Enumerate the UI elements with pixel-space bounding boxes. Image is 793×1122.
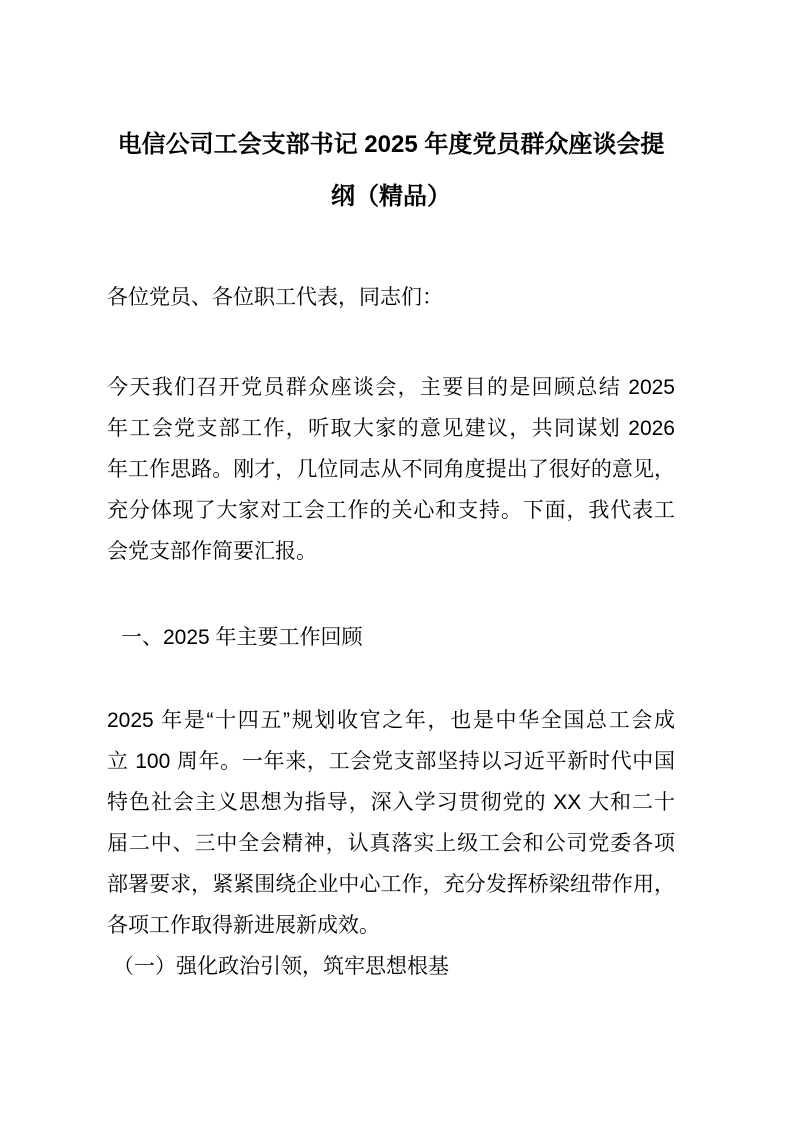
section-1-body-line-2: 立 100 周年。一年来，工会党支部坚持以习近平新时代中国: [107, 750, 675, 773]
section-1-body-line-1: 2025 年是“十四五”规划收官之年，也是中华全国总工会成: [107, 709, 675, 732]
section-1-body-line-5: 部署要求，紧紧围绕企业中心工作，充分发挥桥梁纽带作用，: [107, 873, 675, 896]
intro-line-3: 年工作思路。刚才，几位同志从不同角度提出了很好的意见，: [107, 458, 675, 481]
document-content: [107, 0, 675, 987]
title: [107, 119, 675, 223]
section-1-heading-line-1: 一、2025 年主要工作回顾: [121, 626, 363, 649]
title-line-1: 电信公司工会支部书记 2025 年度党员群众座谈会提: [117, 131, 665, 158]
section-1-body: [107, 700, 675, 946]
section-1-body-line-6: 各项工作取得新进展新成效。: [107, 914, 380, 937]
intro: [107, 367, 675, 572]
section-1-heading: [107, 617, 675, 658]
section-1-1-heading-line-1: （一）强化政治引领，筑牢思想根基: [113, 955, 449, 978]
intro-line-4: 充分体现了大家对工会工作的关心和支持。下面，我代表工: [107, 499, 675, 522]
salutation-line-1: 各位党员、各位职工代表，同志们：: [107, 286, 443, 309]
intro-line-5: 会党支部作简要汇报。: [107, 540, 317, 563]
salutation: [107, 277, 675, 318]
section-1-1-heading: [107, 946, 675, 987]
intro-line-2: 年工会党支部工作，听取大家的意见建议，共同谋划 2026: [107, 417, 675, 440]
section-1-body-line-3: 特色社会主义思想为指导，深入学习贯彻党的 XX 大和二十: [107, 791, 675, 814]
section-1-body-line-4: 届二中、三中全会精神，认真落实上级工会和公司党委各项: [107, 832, 675, 855]
intro-line-1: 今天我们召开党员群众座谈会，主要目的是回顾总结 2025: [107, 376, 675, 399]
title-line-2: 纲（精品）: [331, 183, 451, 210]
